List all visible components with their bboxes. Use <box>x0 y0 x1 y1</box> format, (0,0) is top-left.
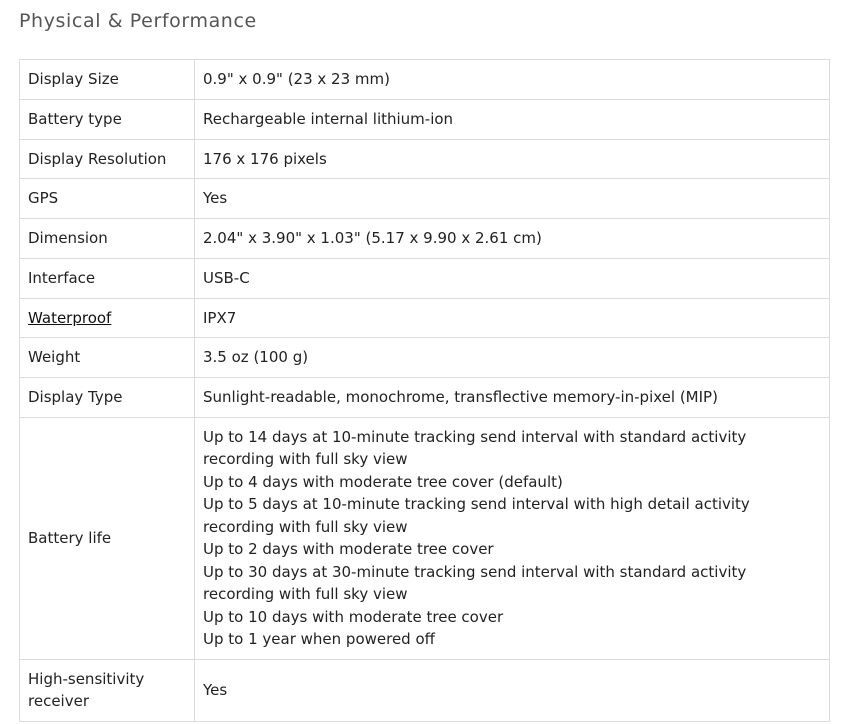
table-row <box>20 219 830 259</box>
spec-value: USB-C <box>195 258 830 298</box>
spec-value: 3.5 oz (100 g) <box>195 338 830 378</box>
spec-label-cell <box>20 298 195 338</box>
table-row <box>20 378 830 418</box>
table-row <box>20 139 830 179</box>
section-title: Physical & Performance <box>19 10 257 32</box>
spec-label: Interface <box>20 258 195 298</box>
table-row <box>20 258 830 298</box>
table-row <box>20 659 830 721</box>
table-row <box>20 298 830 338</box>
spec-value: Yes <box>195 659 830 721</box>
battery-life-line: Up to 4 days with moderate tree cover (default) <box>203 472 563 491</box>
battery-life-line: Up to 2 days with moderate tree cover <box>203 540 494 558</box>
spec-value: Yes <box>195 179 830 219</box>
specs-table <box>19 59 830 722</box>
spec-value-multiline <box>195 417 830 659</box>
waterproof-link[interactable]: Waterproof <box>28 308 112 327</box>
spec-label: Battery life <box>20 417 195 659</box>
table-row <box>20 99 830 139</box>
battery-life-line: Up to 1 year when powered off <box>203 630 435 648</box>
battery-life-line: Up to 14 days at 10-minute tracking send interval with standard activity recording with full sky view <box>203 427 747 468</box>
spec-label: Display Resolution <box>20 139 195 179</box>
table-row <box>20 179 830 219</box>
table-row <box>20 60 830 100</box>
spec-label: GPS <box>20 179 195 219</box>
battery-life-line: Up to 5 days at 10-minute tracking send interval with high detail activity recording with full sky view <box>203 495 750 536</box>
table-row <box>20 338 830 378</box>
spec-value: IPX7 <box>195 298 830 338</box>
spec-value: 0.9" x 0.9" (23 x 23 mm) <box>195 60 830 100</box>
table-row <box>20 417 830 659</box>
spec-label: Display Size <box>20 60 195 100</box>
spec-label: Battery type <box>20 99 195 139</box>
spec-label: Dimension <box>20 219 195 259</box>
spec-value: Sunlight-readable, monochrome, transflective memory-in-pixel (MIP) <box>195 378 830 418</box>
spec-label: Display Type <box>20 378 195 418</box>
spec-value: 176 x 176 pixels <box>195 139 830 179</box>
spec-label: High-sensitivity receiver <box>20 659 195 721</box>
battery-life-line: Up to 30 days at 30-minute tracking send interval with standard activity recording with full sky view <box>203 562 747 603</box>
spec-value: Rechargeable internal lithium-ion <box>195 99 830 139</box>
battery-life-line: Up to 10 days with moderate tree cover <box>203 607 504 626</box>
spec-value: 2.04" x 3.90" x 1.03" (5.17 x 9.90 x 2.61 cm) <box>195 219 830 259</box>
spec-label: Weight <box>20 338 195 378</box>
